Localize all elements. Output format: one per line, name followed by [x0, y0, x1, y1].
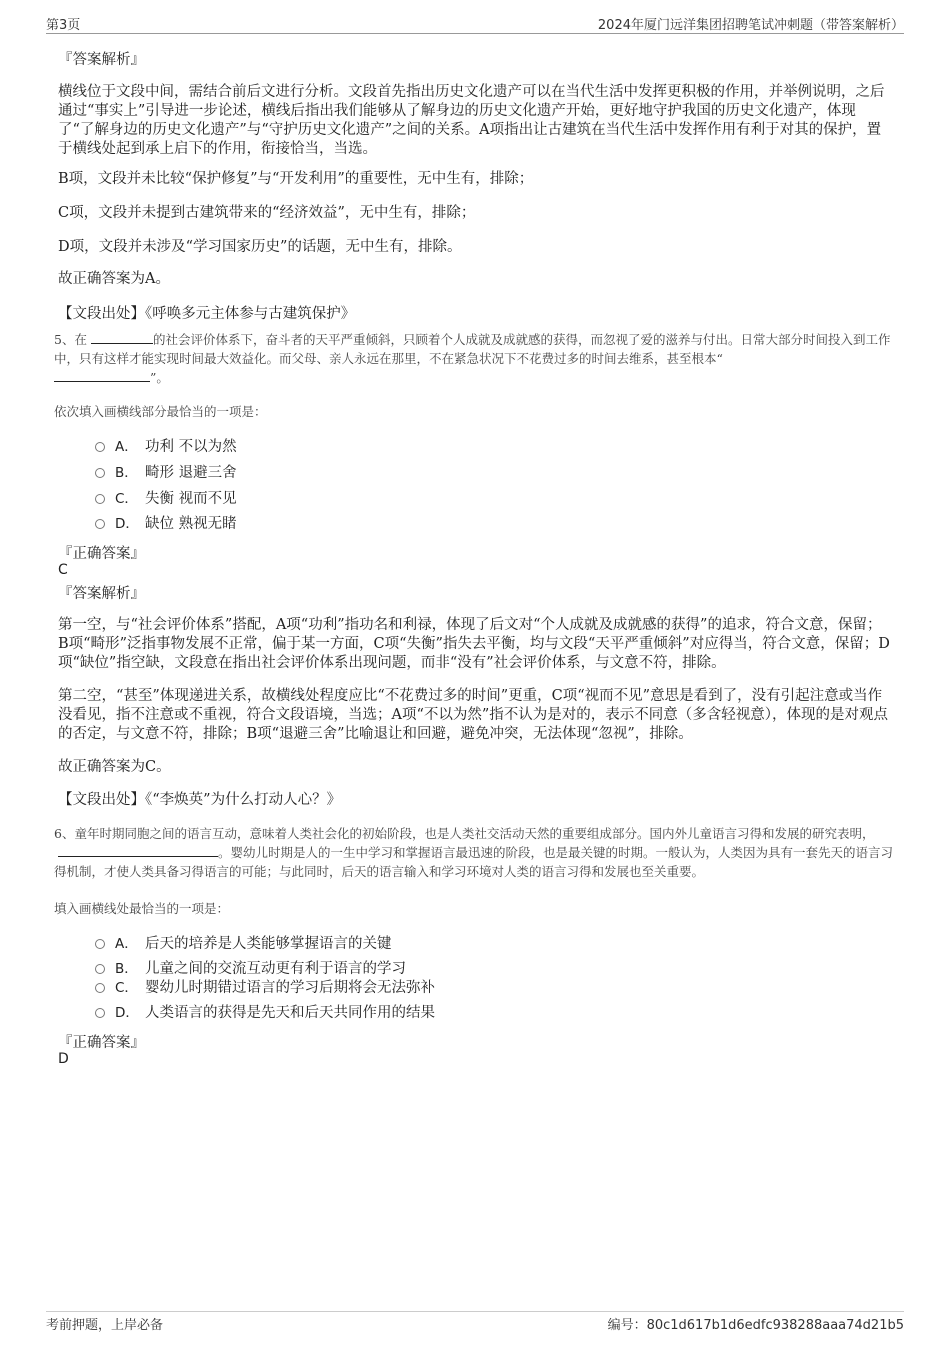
document-title: 2024年厦门远洋集团招聘笔试冲刺题（带答案解析）	[597, 18, 904, 33]
option-text: 缺位 熟视无睹	[145, 516, 237, 532]
q6-stem	[54, 824, 896, 881]
option-letter: A．	[115, 936, 138, 952]
option-text: 人类语言的获得是先天和后天共同作用的结果	[145, 1005, 435, 1021]
option-letter: B．	[115, 465, 138, 481]
q6-stem-part-b: 。婴幼儿时期是人的一生中学习和掌握语言最迅速的阶段，也是最关键的时期。一般认为，人类因为具有一套先天的语言习得机制，才使人类具备习得语言的可能；与此同时，后天的语言输入和学习环境对人类的语言习得和发展也至关重要。	[54, 845, 894, 879]
q6-option-d[interactable]	[95, 1003, 435, 1023]
q6-correct-heading: 『正确答案』	[58, 1035, 145, 1051]
q4-analysis-p3: C项，文段并未提到古建筑带来的“经济效益”，无中生有，排除；	[58, 205, 476, 221]
q4-analysis-p1: 横线位于文段中间，需结合前后文进行分析。文段首先指出历史文化遗产可以在当代生活中发挥更积极的作用，并举例说明，之后通过“事实上”引导进一步论述，横线后指出我们能够从了解身边的历史文化遗产开始，更好地守护我国的历史文化遗产，体现了“了解身边的历史文化遗产”与“守护历史文化遗产”之间的关系。A项指出让古建筑在当代生活中发挥作用有利于对其的保护，置于横线处起到承上启下的作用，衔接恰当，当选。	[58, 84, 885, 157]
q5-option-b[interactable]	[95, 463, 237, 483]
q5-stem-part-b: 的社会评价体系下，奋斗者的天平严重倾斜，只顾着个人成就及成就感的获得，而忽视了爱的滋养与付出。日常大部分时间投入到工作中，只有这样才能实现时间最大效益化。而父母、亲人永远在那里，不在紧急状况下不花费过多的时间去维系，甚至根本“	[54, 332, 891, 366]
q5-analysis-heading: 『答案解析』	[58, 586, 145, 602]
option-letter: B．	[115, 961, 138, 977]
radio-icon[interactable]	[95, 519, 105, 529]
footer-divider	[46, 1311, 904, 1312]
page-number: 第3页	[46, 18, 81, 33]
q5-analysis-p1: 第一空，与“社会评价体系”搭配，A项“功利”指功名和利禄，体现了后文对“个人成就及成就感的获得”的追求，符合文意，保留；B项“畸形”泛指事物发展不正常，偏于某一方面，C项“失衡”指失去平衡，均与文段“天平严重倾斜”对应得当，符合文意，保留；D项“缺位”指空缺，文段意在指出社会评价体系出现问题，而非“没有”社会评价体系，与文意不符，排除。	[58, 617, 890, 671]
option-text: 婴幼儿时期错过语言的学习后期将会无法弥补	[145, 980, 435, 996]
option-text: 功利 不以为然	[145, 439, 237, 455]
option-letter: C．	[115, 491, 138, 507]
option-text: 后天的培养是人类能够掌握语言的关键	[145, 936, 392, 952]
radio-icon[interactable]	[95, 494, 105, 504]
radio-icon[interactable]	[95, 1008, 105, 1018]
q6-option-b[interactable]	[95, 959, 406, 979]
option-letter: D．	[115, 1005, 139, 1021]
q5-blank-2	[54, 369, 150, 382]
q5-option-c[interactable]	[95, 489, 237, 509]
q5-analysis-p2: 第二空，“甚至”体现递进关系，故横线处程度应比“不花费过多的时间”更重，C项“视而不见”意思是看到了，没有引起注意或当作没看见，指不注意或不重视，符合文段语境，当选；A项“不以为然”指不认为是对的，表示不同意（多含轻视意），体现的是对观点的否定，与文意不符，排除；B项“退避三舍”比喻退让和回避，避免冲突，无法体现“忽视”，排除。	[58, 688, 889, 742]
option-text: 儿童之间的交流互动更有利于语言的学习	[145, 961, 406, 977]
q5-blank-1	[91, 331, 153, 344]
q5-option-a[interactable]	[95, 437, 237, 457]
q6-option-a[interactable]	[95, 934, 392, 954]
option-letter: A．	[115, 439, 138, 455]
q5-analysis-p3: 故正确答案为C。	[58, 759, 171, 775]
footer-slogan: 考前押题，上岸必备	[46, 1318, 164, 1333]
q4-analysis-p5: 故正确答案为A。	[58, 271, 170, 287]
q5-option-d[interactable]	[95, 514, 237, 534]
q4-analysis-heading: 『答案解析』	[58, 52, 145, 68]
q6-prompt: 填入画横线处最恰当的一项是：	[54, 901, 230, 916]
footer-code: 编号：80c1d617b1d6edfc938288aaa74d21b5	[607, 1318, 904, 1333]
radio-icon[interactable]	[95, 983, 105, 993]
q5-stem-part-c: ”。	[150, 370, 169, 385]
option-text: 失衡 视而不见	[145, 491, 237, 507]
q4-source: 【文段出处】《呼唤多元主体参与古建筑保护》	[58, 306, 356, 322]
option-letter: D．	[115, 516, 139, 532]
q6-blank	[58, 844, 218, 857]
radio-icon[interactable]	[95, 442, 105, 452]
q4-analysis-p2: B项，文段并未比较“保护修复”与“开发利用”的重要性，无中生有，排除；	[58, 171, 534, 187]
q5-stem-part-a: 5、在	[54, 332, 87, 347]
option-letter: C．	[115, 980, 138, 996]
q5-prompt: 依次填入画横线部分最恰当的一项是：	[54, 404, 267, 419]
radio-icon[interactable]	[95, 964, 105, 974]
q6-correct-answer: D	[58, 1051, 69, 1067]
q5-stem	[54, 330, 896, 387]
radio-icon[interactable]	[95, 468, 105, 478]
q4-analysis-p4: D项，文段并未涉及“学习国家历史”的话题，无中生有，排除。	[58, 239, 462, 255]
radio-icon[interactable]	[95, 939, 105, 949]
q5-correct-heading: 『正确答案』	[58, 546, 145, 562]
q6-stem-part-a: 6、童年时期同胞之间的语言互动，意味着人类社会化的初始阶段，也是人类社交活动天然的重要组成部分。国内外儿童语言习得和发展的研究表明，	[54, 826, 875, 841]
option-text: 畸形 退避三舍	[145, 465, 237, 481]
q5-source: 【文段出处】《“李焕英”为什么打动人心？》	[58, 792, 342, 808]
q6-option-c[interactable]	[95, 978, 435, 998]
q5-correct-answer: C	[58, 562, 68, 578]
header-divider	[46, 33, 904, 34]
